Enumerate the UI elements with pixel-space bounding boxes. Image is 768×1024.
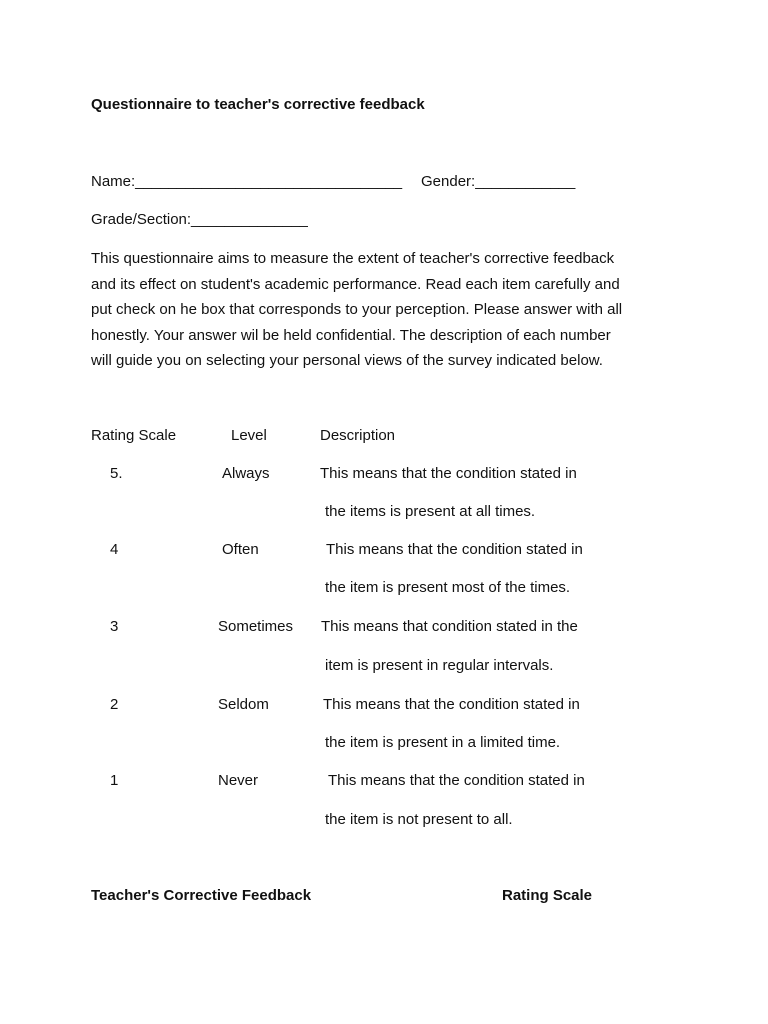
scale-number: 5. bbox=[110, 465, 123, 482]
scale-level: Never bbox=[218, 772, 259, 789]
gender-field-line: Gender:____________ bbox=[421, 173, 576, 190]
scale-number: 1 bbox=[110, 772, 119, 789]
feedback-table-header-right: Rating Scale bbox=[502, 887, 593, 904]
scale-description-line1: This means that the condition stated in bbox=[326, 541, 583, 558]
scale-number: 4 bbox=[110, 541, 119, 558]
scale-level: Seldom bbox=[218, 696, 269, 713]
intro-line: put check on he box that corresponds to your perception. Please answer with all bbox=[91, 301, 623, 319]
level-header: Level bbox=[231, 427, 267, 444]
description-header: Description bbox=[320, 427, 396, 444]
scale-description-line2: the item is present most of the times. bbox=[325, 579, 571, 596]
scale-description-line1: This means that condition stated in the bbox=[321, 618, 578, 635]
intro-line: and its effect on student's academic performance. Read each item carefully and bbox=[91, 275, 620, 293]
scale-number: 3 bbox=[110, 618, 119, 635]
intro-line: honestly. Your answer wil be held confidential. The description of each number bbox=[91, 326, 611, 344]
feedback-table-header-left: Teacher's Corrective Feedback bbox=[91, 887, 312, 904]
scale-number: 2 bbox=[110, 696, 119, 713]
grade-section-field-line: Grade/Section:______________ bbox=[91, 211, 308, 228]
intro-line: will guide you on selecting your personal views of the survey indicated below. bbox=[91, 352, 603, 370]
scale-description-line1: This means that the condition stated in bbox=[323, 696, 580, 713]
scale-description-line2: the item is not present to all. bbox=[325, 811, 513, 828]
intro-line: This questionnaire aims to measure the extent of teacher's corrective feedback bbox=[91, 250, 615, 267]
scale-description-line2: the item is present in a limited time. bbox=[325, 734, 561, 751]
scale-description-line2: the items is present at all times. bbox=[325, 503, 536, 520]
intro-paragraph bbox=[91, 246, 691, 374]
scale-description-line2: item is present in regular intervals. bbox=[325, 657, 554, 674]
scale-level: Often bbox=[222, 541, 259, 558]
scale-description-line1: This means that the condition stated in bbox=[328, 772, 585, 789]
document-title: Questionnaire to teacher's corrective feedback bbox=[91, 96, 425, 113]
scale-level: Always bbox=[222, 465, 270, 482]
scale-description-line1: This means that the condition stated in bbox=[320, 465, 577, 482]
name-field-line: Name:________________________________ bbox=[91, 173, 403, 190]
rating-scale-header: Rating Scale bbox=[91, 427, 177, 444]
scale-level: Sometimes bbox=[218, 618, 294, 635]
